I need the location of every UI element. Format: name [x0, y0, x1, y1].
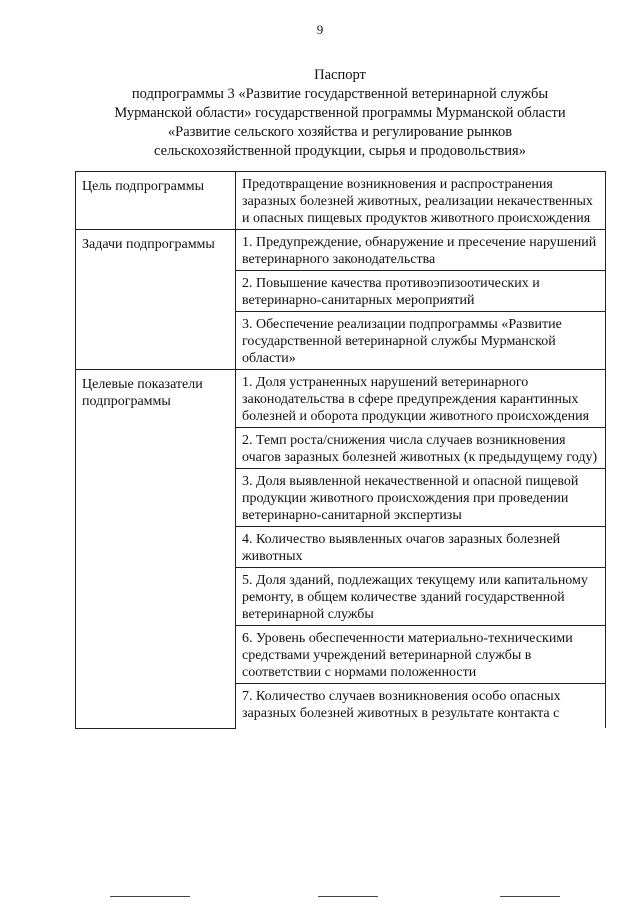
- indicator-item: 4. Количество выявленных очагов заразных болезней животных: [236, 527, 606, 568]
- row-label: Задачи подпрограммы: [76, 230, 236, 370]
- title-line: Паспорт: [314, 67, 366, 83]
- footer-rule: [500, 896, 560, 897]
- task-item: 2. Повышение качества противоэпизоотических и ветеринарно-санитарных мероприятий: [236, 271, 606, 312]
- table-row: [76, 230, 606, 271]
- document-title: [60, 66, 620, 161]
- row-label: Цель подпрограммы: [76, 172, 236, 230]
- passport-table: [75, 171, 606, 729]
- task-item: 1. Предупреждение, обнаружение и пресечение нарушений ветеринарного законодательства: [236, 230, 606, 271]
- indicator-item: 6. Уровень обеспеченности материально-техническими средствами учреждений ветеринарной службы в соответствии с нормами положенности: [236, 626, 606, 684]
- row-label: Целевые показатели подпрограммы: [76, 370, 236, 729]
- page-number: 9: [316, 22, 324, 37]
- table-row: [76, 172, 606, 230]
- indicator-item: 3. Доля выявленной некачественной и опасной пищевой продукции животного происхождения при проведении ветеринарно-санитарной экспертизы: [236, 469, 606, 527]
- title-line: «Развитие сельского хозяйства и регулирование рынков: [167, 124, 513, 140]
- title-line: сельскохозяйственной продукции, сырья и продовольствия»: [154, 143, 526, 159]
- footer-rule: [110, 896, 190, 897]
- title-line: подпрограммы 3 «Развитие государственной ветеринарной службы: [131, 86, 549, 102]
- row-value: Предотвращение возникновения и распространения заразных болезней животных, реализации некачественных и опасных пищевых продуктов животного происхождения: [236, 172, 606, 230]
- indicator-item: 7. Количество случаев возникновения особо опасных заразных болезней животных в результате контакта с: [236, 684, 606, 729]
- title-line: Мурманской области» государственной программы Мурманской области: [114, 105, 566, 121]
- indicator-item: 1. Доля устраненных нарушений ветеринарного законодательства в сфере предупреждения карантинных болезней и оборота продукции животного происхождения: [236, 370, 606, 428]
- indicator-item: 5. Доля зданий, подлежащих текущему или капитальному ремонту, в общем количестве зданий государственной ветеринарной службы: [236, 568, 606, 626]
- table-row: [76, 370, 606, 428]
- footer-rule: [318, 896, 378, 897]
- indicator-item: 2. Темп роста/снижения числа случаев возникновения очагов заразных болезней животных (к предыдущему году): [236, 428, 606, 469]
- task-item: 3. Обеспечение реализации подпрограммы «Развитие государственной ветеринарной службы Мурманской области»: [236, 312, 606, 370]
